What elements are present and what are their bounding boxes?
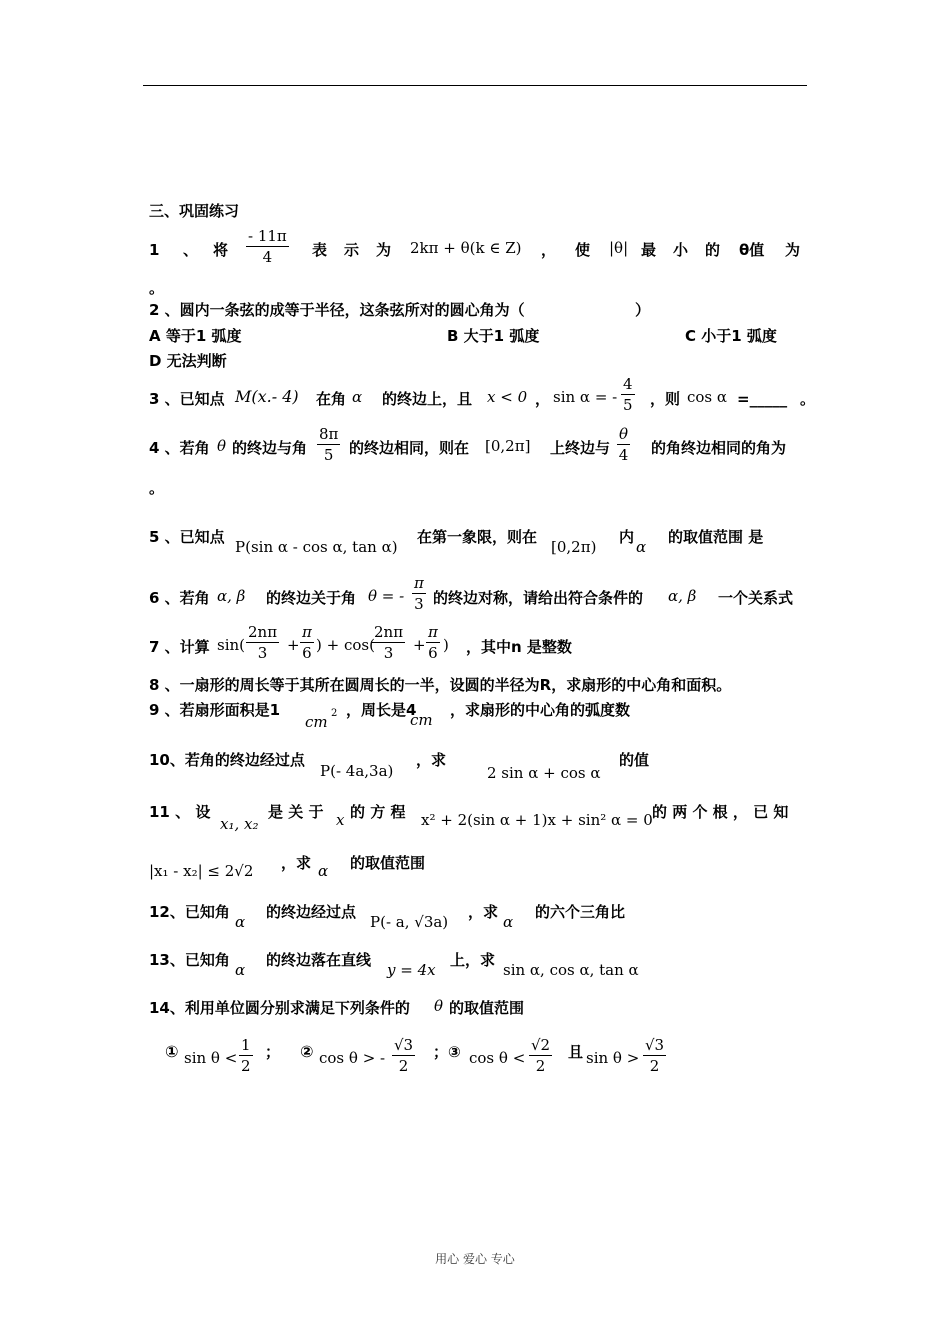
q10-expression: 2 sin α + cos α (487, 764, 601, 782)
q7-fraction-3 (372, 623, 405, 663)
section-title: 三、巩固练习 (149, 202, 240, 220)
q11-text: 是 关 于 (268, 803, 324, 821)
q9-text: 9 、若扇形面积是1 (149, 701, 281, 719)
q3-text: 3 、已知点 (149, 390, 225, 408)
q1-text: θ值 (739, 241, 765, 259)
q2-option-c: C 小于1 弧度 (685, 327, 777, 345)
q9-unit-exponent: 2 (331, 708, 338, 719)
q14-case-2: ② (300, 1042, 314, 1061)
q7-numerator: π (302, 623, 312, 641)
q7-numerator: π (428, 623, 438, 641)
q7-numerator: 2nπ (374, 623, 404, 641)
q7-denominator: 6 (428, 644, 438, 662)
q14-theta: θ (434, 997, 444, 1015)
q1-end: 。 (149, 279, 165, 297)
q11-text: 的 两 个 根 ， 已 知 (652, 803, 789, 821)
q3-text: 在角 (316, 390, 347, 408)
q1-text: ， (541, 241, 557, 259)
q3-sin: sin α = - (553, 388, 618, 406)
q7-denominator: 3 (257, 644, 268, 662)
q14-inequality-2: cos θ > - (319, 1049, 386, 1067)
q11-text: 的取值范围 (350, 854, 426, 872)
q6-fraction-denominator: 3 (414, 595, 424, 613)
q14-denominator: 2 (241, 1057, 251, 1075)
q2-text: 2 、圆内一条弦的成等于半径，这条弦所对的圆心角为（ (149, 301, 525, 319)
q11-equation: x² + 2(sin α + 1)x + sin² α = 0 (421, 811, 653, 829)
q1-text: 、 (183, 241, 199, 259)
q12-text: 的终边经过点 (266, 903, 357, 921)
q14-numerator: 1 (241, 1036, 251, 1054)
q14-fraction-4 (643, 1036, 666, 1076)
q10-text: 的值 (619, 751, 650, 769)
q4-theta-fraction (617, 425, 630, 465)
q1-text: 为 (785, 241, 801, 259)
q3-text: ， (535, 390, 551, 408)
q7-denominator: 3 (383, 644, 394, 662)
q13-alpha: α (235, 961, 246, 979)
q6-fraction (412, 574, 426, 614)
q3-text: 的终边上，且 (382, 390, 473, 408)
q11-text: 的 方 程 (350, 803, 406, 821)
q3-fraction (621, 375, 635, 415)
q14-inequality-1: sin θ < (184, 1049, 238, 1067)
q14-numerator: √3 (394, 1036, 414, 1054)
q13-line: y = 4x (387, 961, 436, 979)
q7-plus: + (287, 636, 300, 654)
q14-inequality-3: cos θ < (469, 1049, 526, 1067)
q3-fraction-denominator: 5 (623, 396, 633, 414)
q3-fraction-numerator: 4 (623, 375, 633, 393)
q1-expression: 2kπ + θ(k ∈ Z) (410, 239, 522, 257)
q7-plus: + (413, 636, 426, 654)
q2-close: ） (635, 301, 651, 319)
q11-x: x (336, 811, 345, 829)
q9-unit: cm (410, 711, 433, 729)
q11-alpha: α (318, 862, 329, 880)
q4-interval: [0,2π] (485, 437, 531, 455)
q3-end: 。 (800, 390, 816, 408)
q4-text: 4 、若角 (149, 439, 210, 457)
q14-numerator: √3 (645, 1036, 665, 1054)
q5-text: 的取值范围 是 (668, 528, 764, 546)
q1-fraction-numerator: - 11π (248, 227, 287, 245)
q5-text: 内 (619, 528, 635, 546)
q2-option-a: A 等于1 弧度 (149, 327, 242, 345)
q7-cos: ) + cos( (316, 636, 375, 654)
q12-point: P(- a, √3a) (370, 913, 449, 931)
q13-text: 上，求 (450, 951, 496, 969)
q1-abs-theta: |θ| (609, 239, 629, 257)
q4-end: 。 (149, 479, 165, 497)
q14-fraction-3 (529, 1036, 552, 1076)
q6-theta-eq: θ = - (368, 587, 405, 605)
q6-text: 6 、若角 (149, 589, 210, 607)
q9-unit: cm (305, 713, 328, 731)
q4-fraction (317, 425, 340, 465)
q1-text: 使 (575, 241, 591, 259)
q7-close: ) (443, 636, 449, 654)
q1-text: 示 (344, 241, 360, 259)
q4-theta-denominator: 4 (618, 446, 629, 464)
q5-text: 5 、已知点 (149, 528, 225, 546)
q13-text: 13、已知角 (149, 951, 230, 969)
q3-answer-blank: =_____ (737, 390, 788, 408)
q1-text: 小 (673, 241, 689, 259)
q10-point: P(- 4a,3a) (320, 762, 394, 780)
q11-roots: x₁, x₂ (220, 815, 259, 833)
q14-text: 14、利用单位圆分别求满足下列条件的 (149, 999, 410, 1017)
q3-alpha: α (352, 388, 363, 406)
q1-text: 为 (376, 241, 392, 259)
q4-theta: θ (217, 437, 227, 455)
q6-alpha-beta: α, β (217, 587, 246, 605)
q1-text: 表 (312, 241, 328, 259)
q6-fraction-numerator: π (414, 574, 424, 592)
q4-text: 的角终边相同的角为 (651, 439, 787, 457)
q7-fraction-2 (300, 623, 314, 663)
header-rule (143, 85, 807, 86)
q12-text: ，求 (468, 903, 499, 921)
q4-text: 的终边相同，则在 (349, 439, 470, 457)
q9-text: ，周长是4 (346, 701, 417, 719)
q13-text: 的终边落在直线 (266, 951, 372, 969)
q7-denominator: 6 (302, 644, 312, 662)
q2-option-b: B 大于1 弧度 (447, 327, 540, 345)
q1-text: 将 (213, 241, 229, 259)
q4-theta-numerator: θ (619, 425, 629, 443)
q14-denominator: 2 (535, 1057, 546, 1075)
question-8: 8 、一扇形的周长等于其所在圆周长的一半，设圆的半径为R，求扇形的中心角和面积。 (149, 676, 732, 694)
q6-alpha-beta: α, β (668, 587, 697, 605)
q4-fraction-numerator: 8π (319, 425, 339, 443)
q11-text: 11 、 设 (149, 803, 211, 821)
q6-text: 一个关系式 (718, 589, 794, 607)
q7-sin: sin( (217, 636, 246, 654)
q12-alpha: α (235, 913, 246, 931)
q7-text: 7 、计算 (149, 638, 210, 656)
q3-cos: cos α (687, 388, 728, 406)
q11-text: ，求 (281, 854, 312, 872)
q1-text: 最 (641, 241, 657, 259)
q5-interval: [0,2π) (551, 538, 597, 556)
q14-separator: ； (265, 1043, 281, 1061)
q11-condition: |x₁ - x₂| ≤ 2√2 (149, 862, 254, 880)
q6-text: 的终边对称，请给出符合条件的 (433, 589, 644, 607)
q5-point: P(sin α - cos α, tan α) (235, 538, 398, 556)
q7-fraction-1 (246, 623, 279, 663)
q6-text: 的终边关于角 (266, 589, 357, 607)
q12-text: 的六个三角比 (535, 903, 626, 921)
q14-denominator: 2 (649, 1057, 660, 1075)
q14-denominator: 2 (398, 1057, 409, 1075)
q13-trig: sin α, cos α, tan α (503, 961, 639, 979)
q10-text: 10、若角的终边经过点 (149, 751, 305, 769)
q1-number: 1 (149, 241, 160, 259)
q3-text: ，则 (650, 390, 681, 408)
q1-fraction (246, 227, 289, 267)
q1-text: 的 (705, 241, 721, 259)
q12-text: 12、已知角 (149, 903, 230, 921)
q4-text: 上终边与 (550, 439, 611, 457)
q14-fraction-1 (239, 1036, 253, 1076)
q7-fraction-4 (426, 623, 440, 663)
q5-text: 在第一象限，则在 (417, 528, 538, 546)
q14-case-1: ① (165, 1042, 179, 1061)
q14-text: 的取值范围 (449, 999, 525, 1017)
q1-fraction-denominator: 4 (262, 248, 273, 266)
page-footer: 用心 爱心 专心 (435, 1252, 515, 1266)
q14-fraction-2 (392, 1036, 415, 1076)
q3-point: M(x.- 4) (235, 387, 299, 406)
q14-case-3: ；③ (433, 1043, 461, 1061)
q3-condition: x < 0 (487, 388, 528, 406)
q4-fraction-denominator: 5 (323, 446, 334, 464)
q5-alpha: α (636, 538, 647, 556)
q4-text: 的终边与角 (232, 439, 308, 457)
q2-option-d: D 无法判断 (149, 352, 227, 370)
q14-inequality-4: sin θ > (586, 1049, 640, 1067)
q14-numerator: √2 (531, 1036, 551, 1054)
q7-numerator: 2nπ (248, 623, 278, 641)
q12-alpha: α (503, 913, 514, 931)
q9-text: ，求扇形的中心角的弧度数 (450, 701, 631, 719)
q7-text: ，其中n 是整数 (466, 638, 572, 656)
q10-text: ，求 (416, 751, 447, 769)
q14-and: 且 (568, 1043, 584, 1061)
